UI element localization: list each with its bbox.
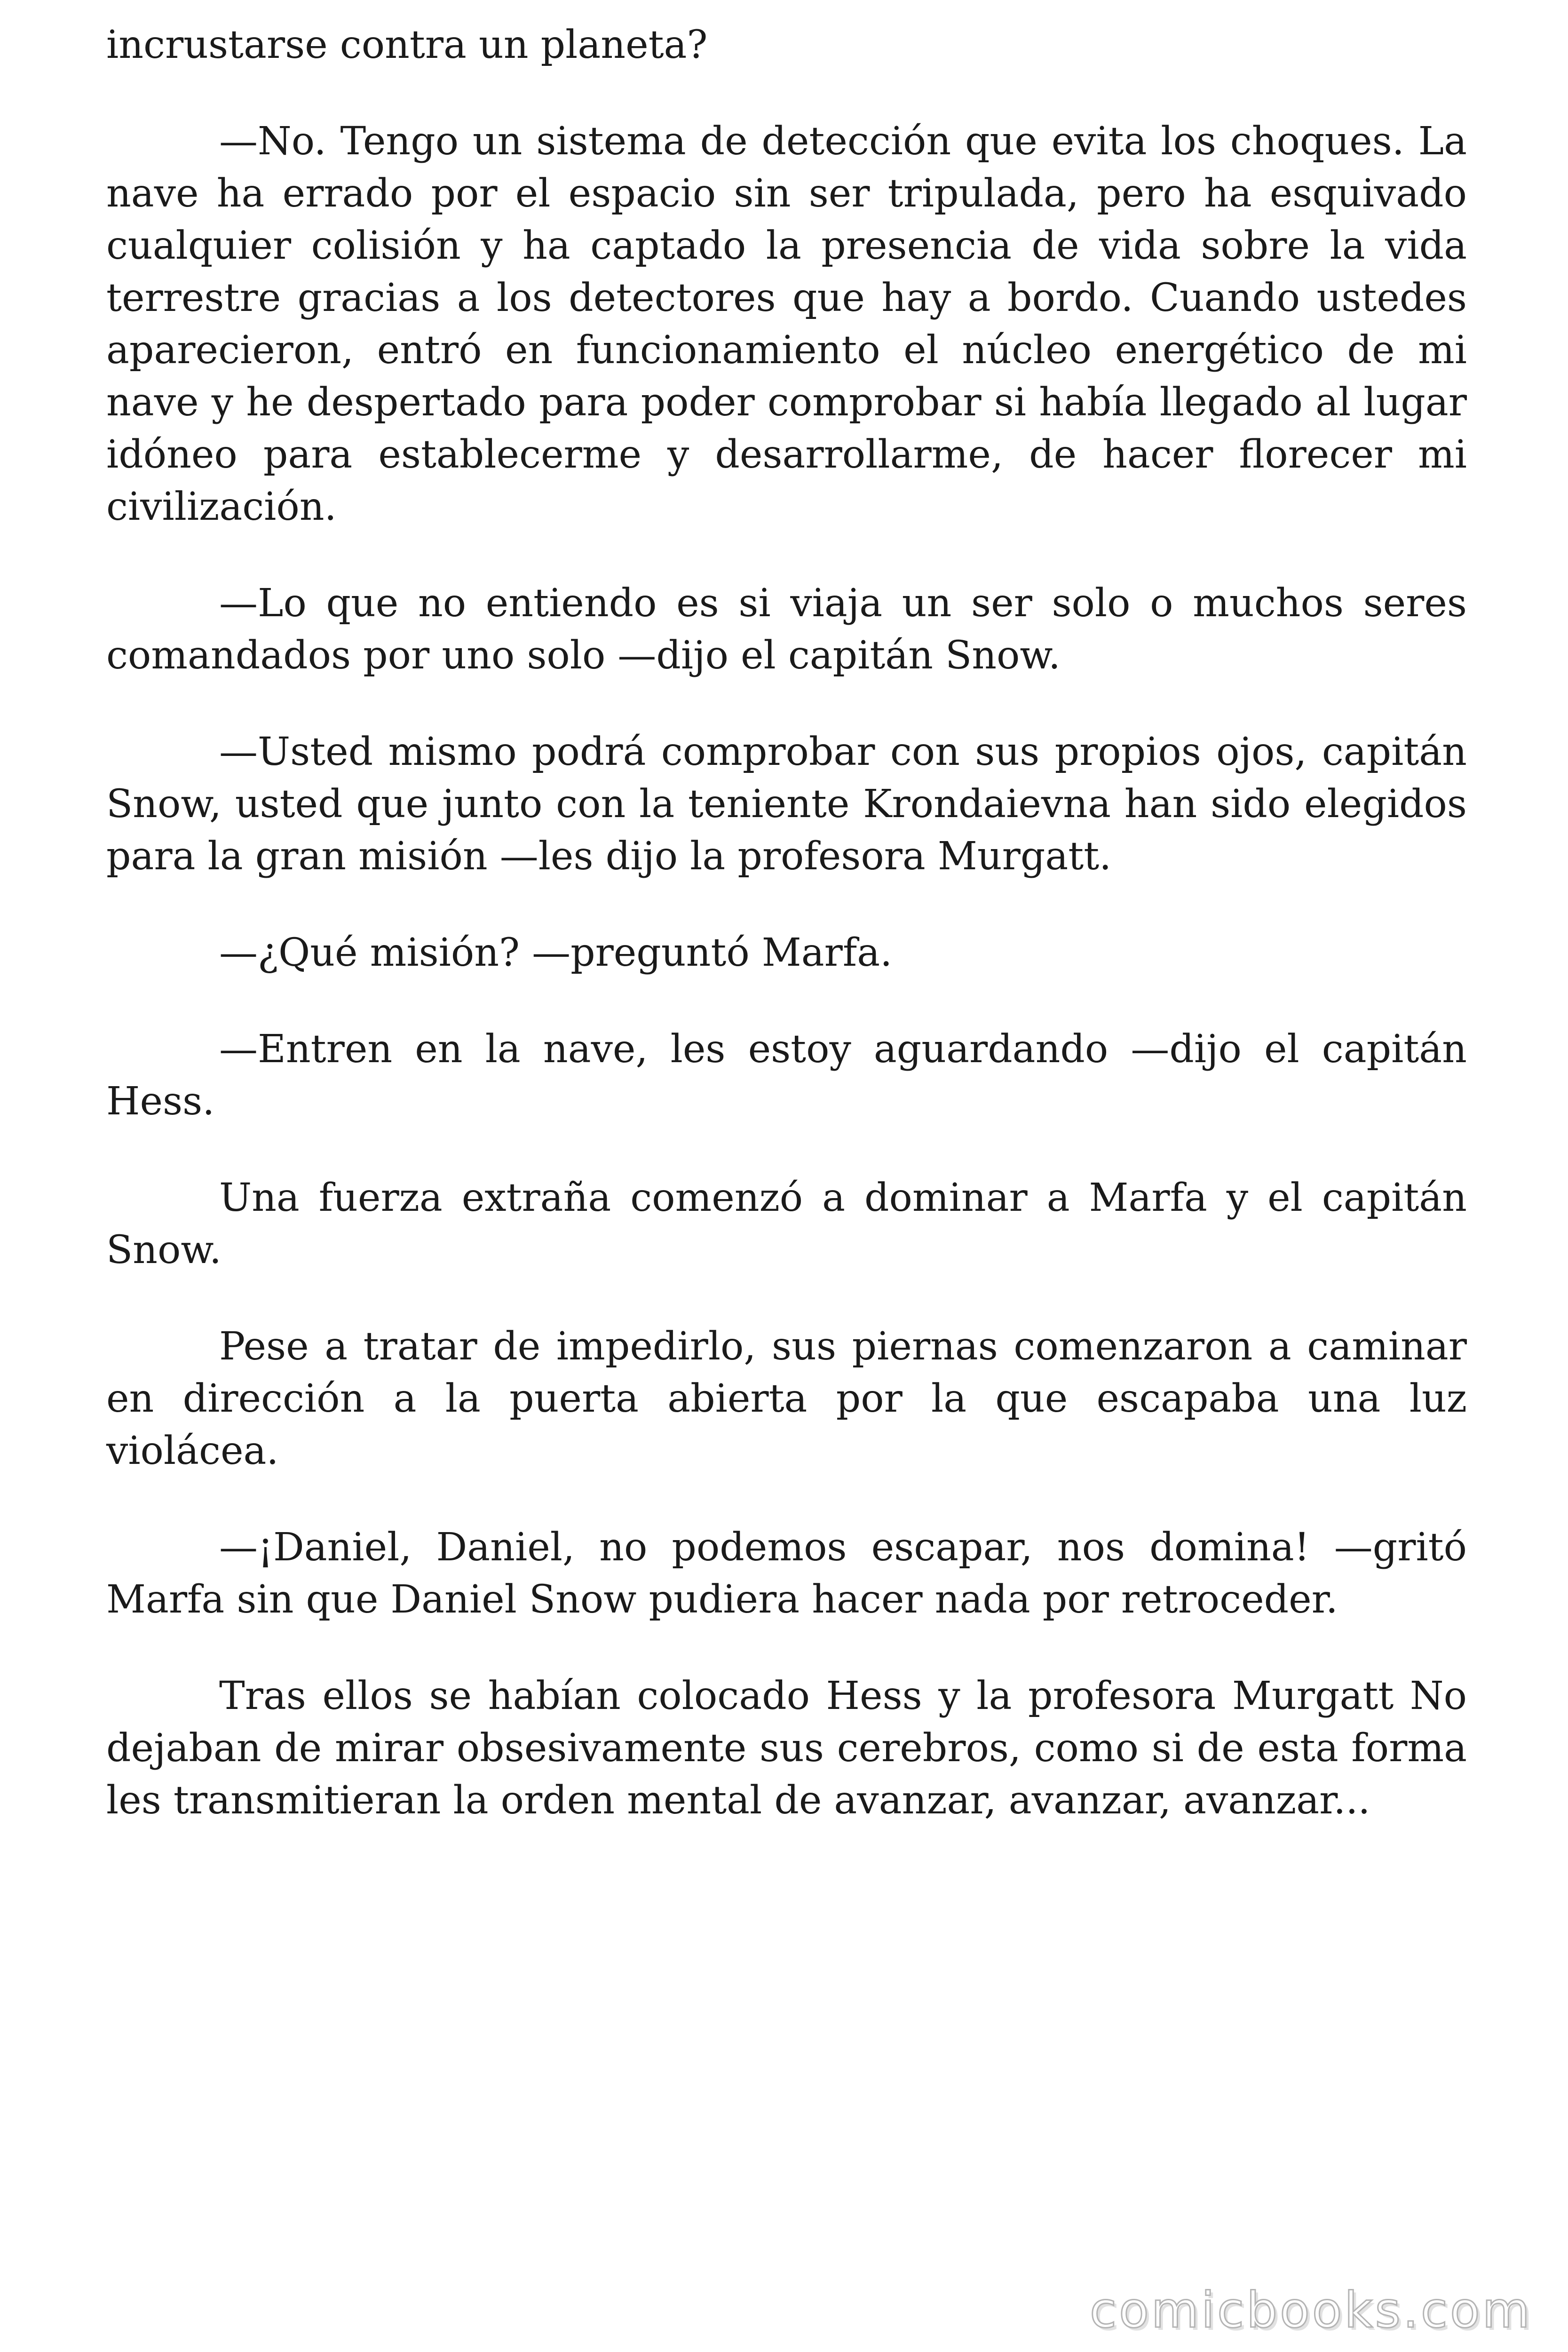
paragraph-2: —No. Tengo un sistema de detección que evita los choques. La nave ha errado por el espacio sin ser tripulada, pero ha esquivado cualquier colisión y ha captado la presencia de vida sobre la vida terrestre gracias a los detectores que hay a bordo. Cuando ustedes aparecieron, entró en funcionamiento el núcleo energético de mi nave y he despertado para poder comprobar si había llegado al lugar idóneo para establecerme y desarrollarme, de hacer florecer mi civilización.	[106, 119, 1467, 529]
page-text	[106, 19, 1467, 1871]
paragraph-1: incrustarse contra un planeta?	[106, 23, 708, 67]
paragraph-4: —Usted mismo podrá comprobar con sus propios ojos, capitán Snow, usted que junto con la teniente Krondaievna han sido elegidos para la gran misión —les dijo la profesora Murgatt.	[106, 730, 1467, 879]
paragraph-8: Pese a tratar de impedirlo, sus piernas comenzaron a caminar en dirección a la puerta abierta por la que escapaba una luz violácea.	[106, 1324, 1467, 1473]
paragraph-3: —Lo que no entiendo es si viaja un ser solo o muchos seres comandados por uno solo —dijo el capitán Snow.	[106, 581, 1467, 678]
watermark-logo: comicbooks.com	[1089, 2281, 1532, 2339]
paragraph-5: —¿Qué misión? —preguntó Marfa.	[219, 930, 893, 975]
paragraph-7: Una fuerza extraña comenzó a dominar a Marfa y el capitán Snow.	[106, 1176, 1467, 1272]
paragraph-6: —Entren en la nave, les estoy aguardando —dijo el capitán Hess.	[106, 1027, 1467, 1124]
paragraph-10: Tras ellos se habían colocado Hess y la profesora Murgatt No dejaban de mirar obsesivamente sus cerebros, como si de esta forma les transmitieran la orden mental de avanzar, avanzar, avanzar...	[106, 1674, 1467, 1823]
paragraph-9: —¡Daniel, Daniel, no podemos escapar, nos domina! —gritó Marfa sin que Daniel Snow pudiera hacer nada por retroceder.	[106, 1525, 1467, 1622]
